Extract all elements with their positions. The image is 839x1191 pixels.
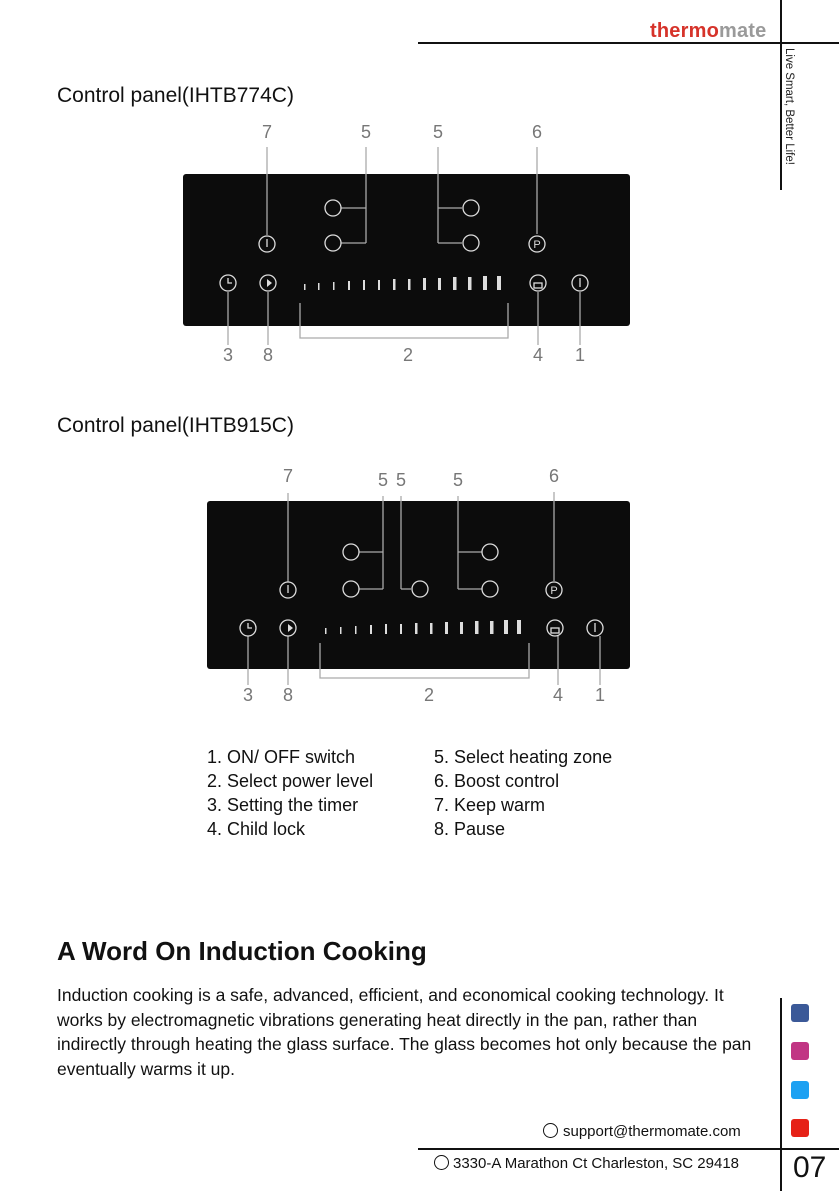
tagline: Live Smart, Better Life! [783, 48, 795, 165]
legend-item: 3. Setting the timer [207, 795, 359, 815]
email-text[interactable]: support@thermomate.com [563, 1123, 741, 1140]
section-body: Induction cooking is a safe, advanced, efficient, and economical cooking technology. It works by electromagnetic vibrations generating heat directly in the pan, rather than indirectly through heating the glass surface. The glass becomes hot only because the pan eventually warms it up. [57, 985, 752, 1079]
brand-part1: thermo [650, 20, 719, 42]
label-3: 3 [222, 345, 234, 365]
section-title: A Word On Induction Cooking [57, 936, 427, 966]
label-4: 4 [552, 685, 564, 705]
youtube-icon[interactable] [791, 1119, 809, 1137]
control-panel-surface [207, 501, 630, 669]
panel2-title: Control panel(IHTB915C) [57, 414, 294, 437]
brand-logo [650, 20, 766, 43]
legend-right [434, 745, 612, 841]
side-rule-top [780, 0, 782, 190]
email-line [543, 1123, 741, 1140]
legend-item: 8. Pause [434, 819, 506, 839]
label-2: 2 [402, 345, 414, 365]
label-6: 6 [548, 466, 560, 486]
panel1-diagram [0, 115, 780, 375]
twitter-icon[interactable] [791, 1081, 809, 1099]
label-3: 3 [242, 685, 254, 705]
legend-item: 6. Boost control [434, 771, 560, 791]
address-text: 3330-A Marathon Ct Charleston, SC 29418 [453, 1155, 740, 1172]
panel2-diagram [0, 455, 780, 715]
boost-glyph: P [550, 585, 558, 597]
label-5b: 5 [395, 470, 407, 490]
footer-rule [418, 1148, 839, 1150]
label-1: 1 [594, 685, 606, 705]
instagram-icon[interactable] [791, 1042, 809, 1060]
mail-icon [543, 1123, 558, 1138]
label-2: 2 [423, 685, 435, 705]
legend-item: 7. Keep warm [434, 795, 546, 815]
label-4: 4 [532, 345, 544, 365]
address-line [434, 1155, 739, 1172]
side-rule-bottom [780, 998, 782, 1191]
boost-glyph: P [533, 239, 541, 251]
label-5a: 5 [360, 122, 372, 142]
legend-item: 4. Child lock [207, 819, 306, 839]
label-5b: 5 [432, 122, 444, 142]
header-rule [418, 42, 839, 44]
label-7: 7 [282, 466, 294, 486]
label-5a: 5 [377, 470, 389, 490]
label-6: 6 [531, 122, 543, 142]
control-panel-surface [183, 174, 630, 326]
label-7: 7 [261, 122, 273, 142]
facebook-icon[interactable] [791, 1004, 809, 1022]
label-8: 8 [262, 345, 274, 365]
legend-item: 1. ON/ OFF switch [207, 747, 356, 767]
page-number: 07 [793, 1151, 827, 1184]
label-1: 1 [574, 345, 586, 365]
label-8: 8 [282, 685, 294, 705]
location-icon [434, 1155, 449, 1170]
legend-left [207, 745, 373, 841]
brand-part2: mate [718, 20, 767, 42]
label-5c: 5 [452, 470, 464, 490]
legend-item: 2. Select power level [207, 771, 374, 791]
legend-item: 5. Select heating zone [434, 747, 613, 767]
panel1-title: Control panel(IHTB774C) [57, 84, 294, 107]
